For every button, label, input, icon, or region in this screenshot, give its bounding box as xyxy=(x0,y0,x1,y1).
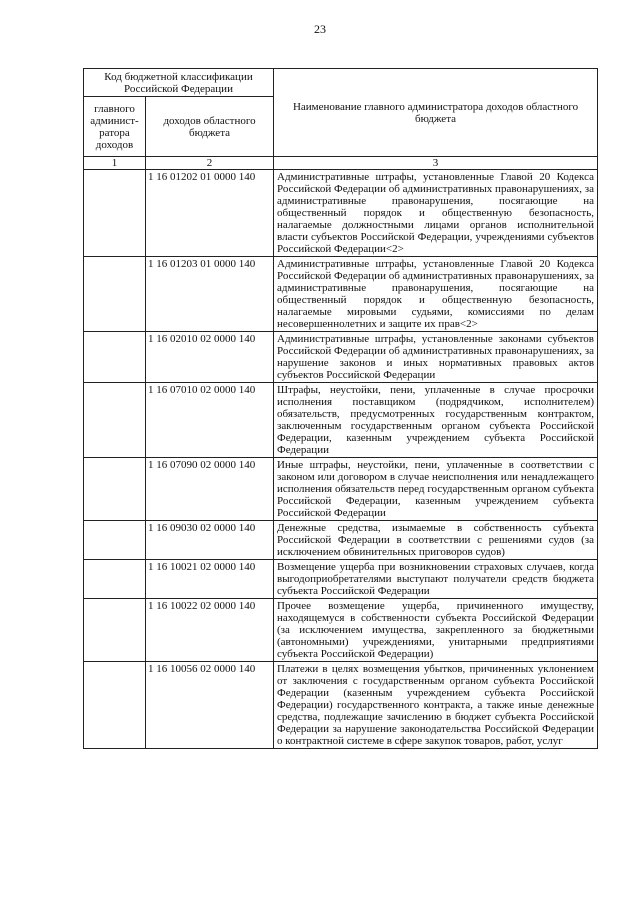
admin-code-cell xyxy=(84,560,146,599)
revenue-name-cell: Административные штрафы, установленные Главой 20 Кодекса Российской Федерации об административных правонарушениях, за административные правонарушения, посягающие на общественный порядок и общественную безопасность, налагаемые должностными лицами органов исполнительной власти субъектов Российской Федерации, учреждениями субъектов Российской Федерации<2> xyxy=(274,170,598,257)
revenue-name-cell: Штрафы, неустойки, пени, уплаченные в случае просрочки исполнения поставщиком (подрядчиком, исполнителем) обязательств, предусмотренных государственным контрактом, заключенным государственным органом субъекта Российской Федерации, казенным учреждением субъекта Российской Федерации xyxy=(274,383,598,458)
table-row xyxy=(84,521,598,560)
revenue-name-cell: Административные штрафы, установленные Главой 20 Кодекса Российской Федерации об административных правонарушениях, за административные правонарушения, посягающие на общественный порядок и общественную безопасность, налагаемые мировыми судьями, комиссиями по делам несовершеннолетних и защите их прав<2> xyxy=(274,257,598,332)
header-admin: главного админист-ратора доходов xyxy=(84,97,146,157)
admin-code-cell xyxy=(84,257,146,332)
table-row xyxy=(84,599,598,662)
table-row xyxy=(84,458,598,521)
table-row xyxy=(84,662,598,749)
revenue-code-cell: 1 16 10021 02 0000 140 xyxy=(146,560,274,599)
admin-code-cell xyxy=(84,458,146,521)
revenue-code-cell: 1 16 10056 02 0000 140 xyxy=(146,662,274,749)
revenue-name-cell: Платежи в целях возмещения убытков, причиненных уклонением от заключения с государственным органом субъекта Российской Федерации (казенным учреждением субъекта Российской Федерации) государственного контракта, а также иные денежные средства, подлежащие зачислению в бюджет субъекта Российской Федерации за нарушение законодательства Российской Федерации о контрактной системе в сфере закупок товаров, работ, услуг xyxy=(274,662,598,749)
revenue-code-cell: 1 16 01202 01 0000 140 xyxy=(146,170,274,257)
revenue-code-cell: 1 16 01203 01 0000 140 xyxy=(146,257,274,332)
table-row xyxy=(84,257,598,332)
revenue-name-cell: Административные штрафы, установленные законами субъектов Российской Федерации об административных правонарушениях, за нарушение законов и иных нормативных правовых актов субъектов Российской Федерации xyxy=(274,332,598,383)
column-number: 2 xyxy=(146,157,274,170)
revenue-name-cell: Иные штрафы, неустойки, пени, уплаченные в соответствии с законом или договором в случае неисполнения или ненадлежащего исполнения обязательств перед государственным органом субъекта Российской Федерации, казенным учреждением субъекта Российской Федерации xyxy=(274,458,598,521)
admin-code-cell xyxy=(84,332,146,383)
admin-code-cell xyxy=(84,662,146,749)
budget-classification-table xyxy=(83,68,598,749)
revenue-code-cell: 1 16 02010 02 0000 140 xyxy=(146,332,274,383)
revenue-name-cell: Возмещение ущерба при возникновении страховых случаев, когда выгодоприобретателями выступают получатели средств бюджета субъекта Российской Федерации xyxy=(274,560,598,599)
admin-code-cell xyxy=(84,383,146,458)
header-name: Наименование главного администратора доходов областного бюджета xyxy=(274,69,598,157)
admin-code-cell xyxy=(84,521,146,560)
revenue-code-cell: 1 16 10022 02 0000 140 xyxy=(146,599,274,662)
table-row xyxy=(84,170,598,257)
header-classification-code: Код бюджетной классификации Российской Федерации xyxy=(84,69,274,97)
revenue-name-cell: Прочее возмещение ущерба, причиненного имуществу, находящемуся в собственности субъекта Российской Федерации (за исключением имущества, закрепленного за бюджетными (автономными) учреждениями, унитарными предприятиями субъекта Российской Федерации) xyxy=(274,599,598,662)
column-number: 3 xyxy=(274,157,598,170)
table-row xyxy=(84,332,598,383)
column-number: 1 xyxy=(84,157,146,170)
page-number: 23 xyxy=(314,22,326,36)
revenue-name-cell: Денежные средства, изымаемые в собственность субъекта Российской Федерации в соответствии с решениями судов (за исключением обвинительных приговоров судов) xyxy=(274,521,598,560)
admin-code-cell xyxy=(84,170,146,257)
revenue-code-cell: 1 16 07090 02 0000 140 xyxy=(146,458,274,521)
table-row xyxy=(84,560,598,599)
header-revenue: доходов областного бюджета xyxy=(146,97,274,157)
admin-code-cell xyxy=(84,599,146,662)
table-row xyxy=(84,383,598,458)
revenue-code-cell: 1 16 07010 02 0000 140 xyxy=(146,383,274,458)
revenue-code-cell: 1 16 09030 02 0000 140 xyxy=(146,521,274,560)
